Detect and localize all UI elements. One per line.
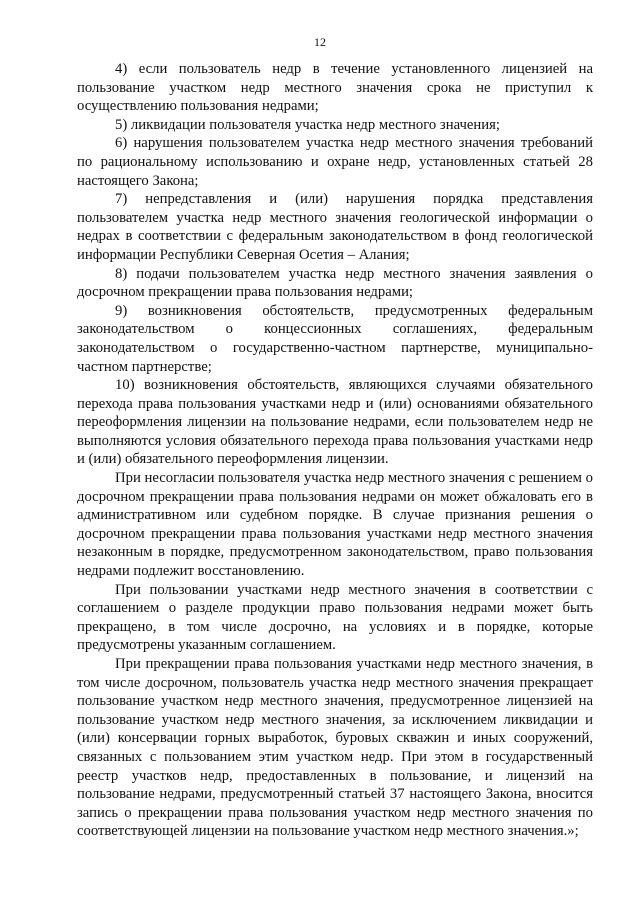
paragraph-production-sharing: При пользовании участками недр местного значения в соответствии с соглашением о разделе продукции право пользования недрами может быть прекращено, в том числе досрочно, на условиях и в порядке, которые предусмотрены указанным соглашением. bbox=[77, 581, 593, 654]
paragraph-item-5: 5) ликвидации пользователя участка недр местного значения; bbox=[115, 116, 500, 133]
paragraph-item-7: 7) непредставления и (или) нарушения порядка представления пользователем участка недр местного значения геологической информации о недрах в соответствии с федеральным законодательством в фонд геологической информации Республики Северная Осетия – Алания; bbox=[77, 191, 593, 263]
paragraph-item-10: 10) возникновения обстоятельств, являющихся случаями обязательного перехода права пользования участками недр и (или) основаниями обязательного переоформления лицензии на пользование недрами, если пользователем недр не выполняются условия обязательного перехода права пользования участками недр и (или) обязательного переоформления лицензии. bbox=[77, 377, 593, 468]
paragraph-termination: При прекращении права пользования участками недр местного значения, в том числе досрочном, пользователь участка недр местного значения прекращает пользование участком недр местного значения, предусмотренное лицензией на пользование участком недр местного значения, за исключением ликвидации и (или) консервации горных выработок, буровых скважин и иных сооружений, связанных с пользованием этим участком недр. При этом в государственный реестр участков недр, предоставленных в пользование, и лицензий на пользование недрами, предусмотренный статьей 37 настоящего Закона, вносится запись о прекращении права пользования участком недр местного значения по соответствующей лицензии на пользование участком недр местного значения.»; bbox=[77, 656, 593, 840]
document-body bbox=[77, 60, 593, 841]
paragraph-appeal: При несогласии пользователя участка недр местного значения с решением о досрочном прекращении права пользования недрами он может обжаловать его в административном или судебном порядке. В случае признания решения о досрочном прекращении права пользования участками недр местного значения незаконным в порядке, предусмотренном законодательством, право пользования недрами подлежит восстановлению. bbox=[77, 470, 593, 580]
paragraph-item-9: 9) возникновения обстоятельств, предусмотренных федеральным законодательством о концессионных соглашениях, федеральным законодательством о государственно-частном партнерстве, муниципально-частном партнерстве; bbox=[77, 302, 593, 375]
paragraph-item-6: 6) нарушения пользователем участка недр местного значения требований по рациональному использованию и охране недр, установленных статьей 28 настоящего Закона; bbox=[77, 135, 593, 189]
paragraph-item-4: 4) если пользователь недр в течение установленного лицензией на пользование участком недр местного значения срока не приступил к осуществлению пользования недрами; bbox=[77, 61, 593, 115]
page-number: 12 bbox=[314, 35, 326, 49]
paragraph-item-8: 8) подачи пользователем участка недр местного значения заявления о досрочном прекращении права пользования недрами; bbox=[77, 265, 593, 301]
